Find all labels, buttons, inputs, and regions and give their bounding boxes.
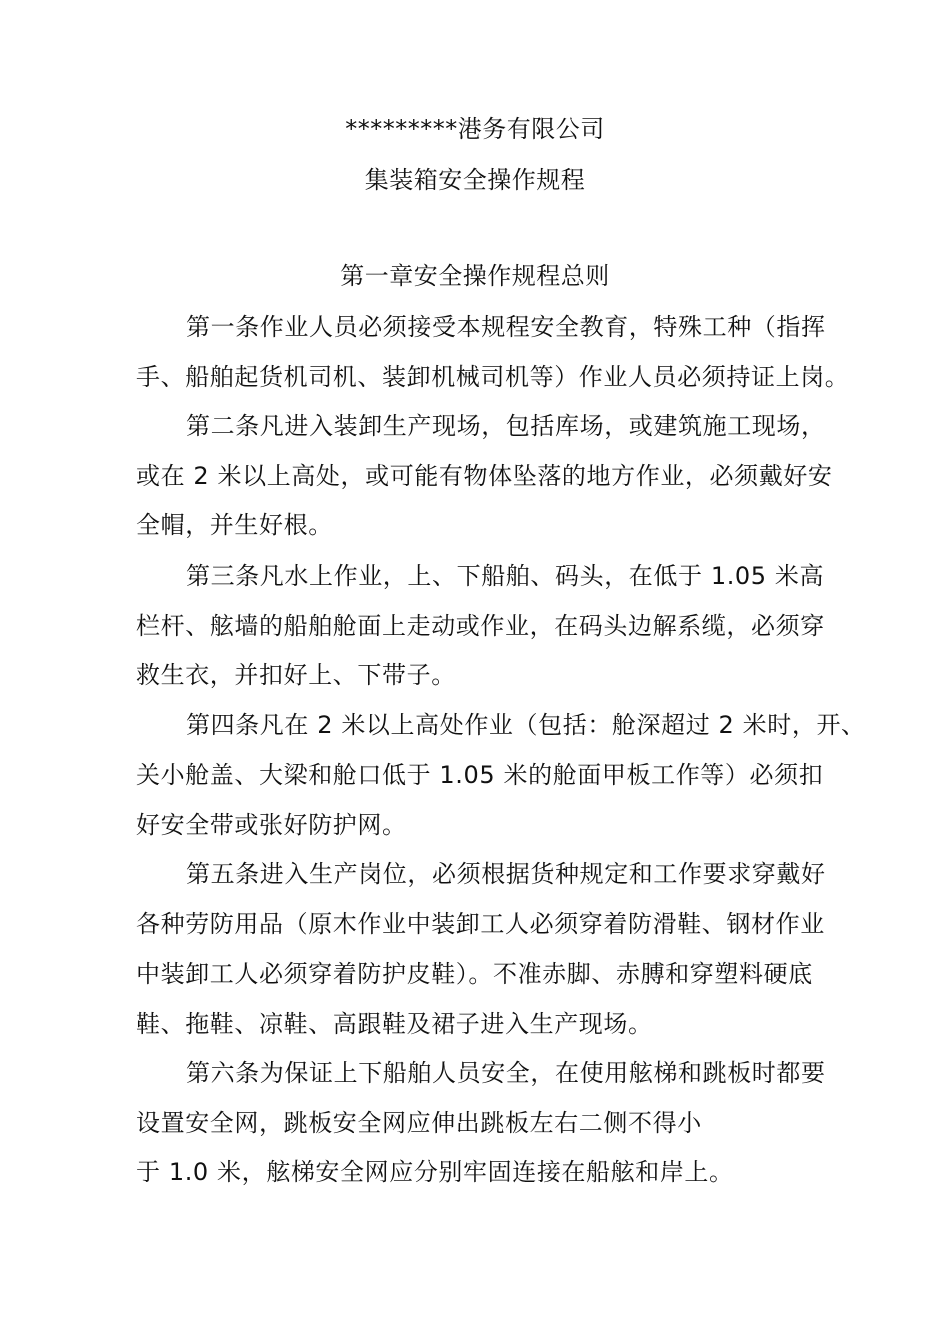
chapter-heading: 第一章安全操作规程总则: [340, 262, 610, 290]
article-4-line-2: 关小舱盖、大梁和舱口低于 1.05 米的舱面甲板工作等）必须扣: [136, 761, 824, 789]
article-2-line-2: 或在 2 米以上高处，或可能有物体坠落的地方作业，必须戴好安: [136, 462, 833, 490]
article-5-line-4: 鞋、拖鞋、凉鞋、高跟鞋及裙子进入生产现场。: [136, 1010, 653, 1038]
article-5-line-1: 第五条进入生产岗位，必须根据货种规定和工作要求穿戴好: [186, 860, 826, 888]
article-1-line-1: 第一条作业人员必须接受本规程安全教育，特殊工种（指挥: [186, 313, 826, 341]
article-6-line-3: 于 1.0 米，舷梯安全网应分别牢固连接在船舷和岸上。: [136, 1158, 734, 1186]
article-1-line-2: 手、船舶起货机司机、装卸机械司机等）作业人员必须持证上岗。: [136, 363, 850, 391]
company-name: *********港务有限公司: [345, 115, 605, 143]
article-2-line-1: 第二条凡进入装卸生产现场，包括库场，或建筑施工现场，: [186, 412, 826, 440]
document-title: 集装箱安全操作规程: [364, 166, 586, 194]
article-4-line-1: 第四条凡在 2 米以上高处作业（包括：舱深超过 2 米时，开、: [186, 711, 866, 739]
article-5-line-2: 各种劳防用品（原木作业中装卸工人必须穿着防滑鞋、钢材作业: [136, 910, 825, 938]
article-5-line-3: 中装卸工人必须穿着防护皮鞋）。不准赤脚、赤膊和穿塑料硬底: [136, 960, 813, 988]
article-4-line-3: 好安全带或张好防护网。: [136, 811, 407, 839]
article-3-line-2: 栏杆、舷墙的船舶舱面上走动或作业，在码头边解系缆，必须穿: [136, 612, 825, 640]
article-3-line-3: 救生衣，并扣好上、下带子。: [136, 661, 456, 689]
article-6-line-1: 第六条为保证上下船舶人员安全，在使用舷梯和跳板时都要: [186, 1059, 826, 1087]
article-6-line-2: 设置安全网，跳板安全网应伸出跳板左右二侧不得小: [136, 1109, 702, 1137]
article-3-line-1: 第三条凡水上作业，上、下船舶、码头，在低于 1.05 米高: [186, 562, 825, 590]
article-2-line-3: 全帽，并生好根。: [136, 511, 333, 539]
